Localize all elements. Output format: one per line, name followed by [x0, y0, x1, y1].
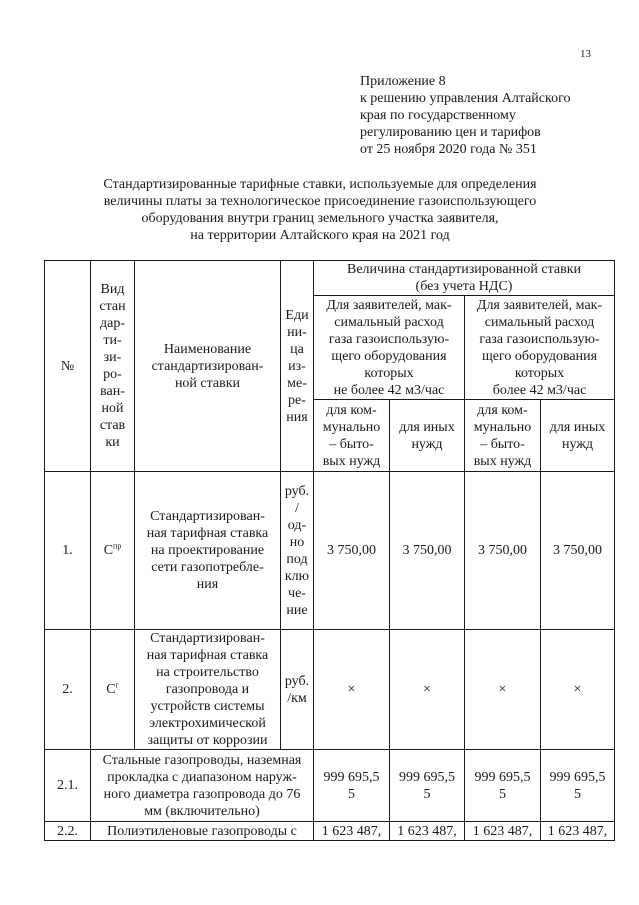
- header-communal-needs: для ком- мунально – быто- вых нужд: [314, 400, 390, 472]
- rate-value: ×: [465, 630, 541, 750]
- header-consumption-over-42: Для заявителей, мак- симальный расход газа газоиспользую- щего оборудования которых более 42 м3/час: [465, 296, 615, 400]
- appendix-line: от 25 ноября 2020 года № 351: [360, 142, 537, 157]
- rate-value: 999 695,5 5: [314, 750, 390, 822]
- header-consumption-up-to-42: Для заявителей, мак- симальный расход газа газоиспользую- щего оборудования которых не более 42 м3/час: [314, 296, 465, 400]
- header-other-needs: для иных нужд: [541, 400, 615, 472]
- table-row: [45, 630, 615, 750]
- table-row: [45, 822, 615, 841]
- rate-kind-symbol: $С^г$: [91, 630, 135, 750]
- rate-kind-symbol: $С^{пр}$: [91, 472, 135, 630]
- rate-unit: руб. / од- но под клю че- ние: [281, 472, 314, 630]
- header-unit: Еди ни- ца из- ме- ре- ния: [281, 261, 314, 472]
- rate-value: 3 750,00: [314, 472, 390, 630]
- rate-value: 3 750,00: [541, 472, 615, 630]
- rate-value: ×: [314, 630, 390, 750]
- header-rate-kind: Вид стан дар- ти- зи- ро- ван- ной став ки: [91, 261, 135, 472]
- title-line: на территории Алтайского края на 2021 год: [190, 228, 450, 243]
- header-number: №: [45, 261, 91, 472]
- rate-value: 3 750,00: [465, 472, 541, 630]
- row-number: 2.: [45, 630, 91, 750]
- row-number: 1.: [45, 472, 91, 630]
- row-number: 2.2.: [45, 822, 91, 841]
- rate-value: 1 623 487,: [465, 822, 541, 841]
- rate-value: 999 695,5 5: [541, 750, 615, 822]
- title-line: величины платы за технологическое присоединение газоиспользующего: [103, 194, 537, 209]
- rate-name: Стандартизирован- ная тарифная ставка на проектирование сети газопотребле- ния: [135, 472, 281, 630]
- page-number: 13: [580, 48, 591, 60]
- appendix-line: Приложение 8: [360, 74, 446, 89]
- rate-unit: руб. /км: [281, 630, 314, 750]
- table-row: [45, 750, 615, 822]
- table-row: [45, 472, 615, 630]
- title-line: оборудования внутри границ земельного участка заявителя,: [141, 211, 499, 226]
- title-line: Стандартизированные тарифные ставки, используемые для определения: [103, 177, 537, 192]
- rate-value: 999 695,5 5: [465, 750, 541, 822]
- appendix-line: к решению управления Алтайского: [360, 91, 571, 106]
- rate-name: Стандартизирован- ная тарифная ставка на строительство газопровода и устройств системы электрохимической защиты от коррозии: [135, 630, 281, 750]
- rate-value: 999 695,5 5: [390, 750, 465, 822]
- rate-name: Стальные газопроводы, наземная прокладка с диапазоном наруж- ного диаметра газопровода до 76 мм (включительно): [91, 750, 314, 822]
- rate-name: Полиэтиленовые газопроводы с: [91, 822, 314, 841]
- header-row: [45, 261, 615, 296]
- appendix-line: края по государственному: [360, 108, 516, 123]
- row-number: 2.1.: [45, 750, 91, 822]
- header-other-needs: для иных нужд: [390, 400, 465, 472]
- header-rate-value-group: Величина стандартизированной ставки (без учета НДС): [314, 261, 615, 296]
- appendix-block: [360, 73, 620, 158]
- rate-value: 1 623 487,: [390, 822, 465, 841]
- rate-value: ×: [390, 630, 465, 750]
- header-communal-needs: для ком- мунально – быто- вых нужд: [465, 400, 541, 472]
- rate-value: 1 623 487,: [314, 822, 390, 841]
- header-rate-name: Наименование стандартизирован- ной ставки: [135, 261, 281, 472]
- rate-value: 3 750,00: [390, 472, 465, 630]
- rate-value: ×: [541, 630, 615, 750]
- document-title: [40, 176, 600, 244]
- tariff-table: [44, 260, 615, 841]
- appendix-line: регулированию цен и тарифов: [360, 125, 541, 140]
- rate-value: 1 623 487,: [541, 822, 615, 841]
